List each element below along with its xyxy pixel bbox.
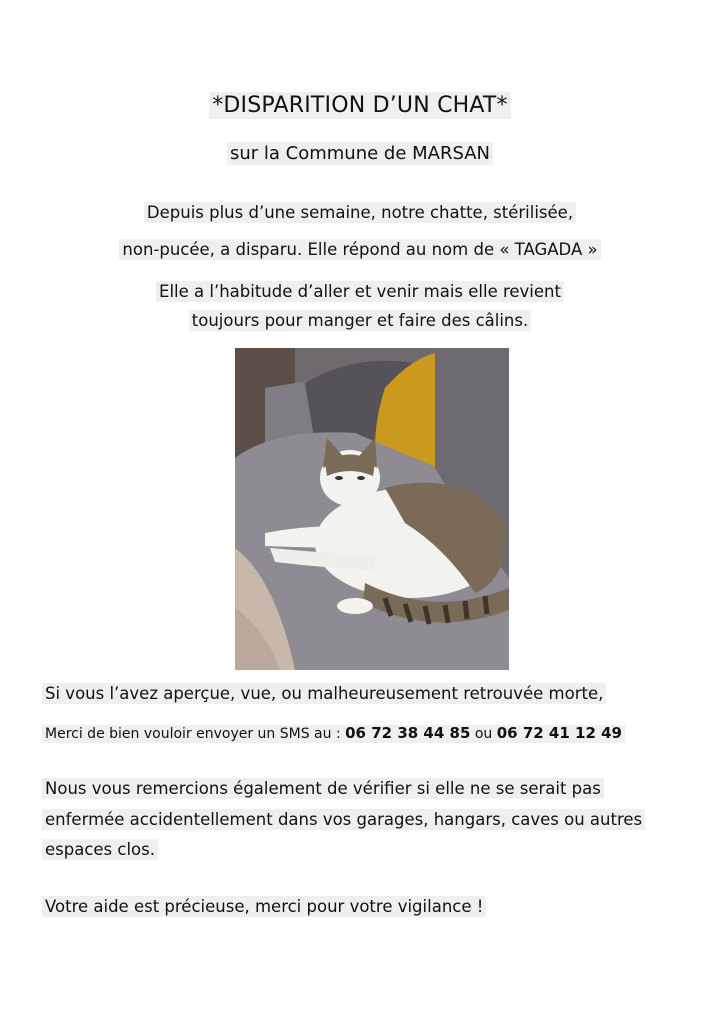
intro-line-2 [0, 240, 720, 259]
request-line-2-text: enfermée accidentellement dans vos garages, hangars, caves ou autres [42, 809, 645, 830]
request-line-1 [42, 779, 604, 798]
phone-number-1: 06 72 38 44 85 [345, 724, 471, 742]
contact-line-2-wrapper [42, 725, 625, 743]
phone-number-2: 06 72 41 12 49 [496, 724, 622, 742]
contact-line-1-text: Si vous l’avez aperçue, vue, ou malheureusement retrouvée morte, [42, 683, 606, 704]
intro-line-1-text: Depuis plus d’une semaine, notre chatte, stérilisée, [144, 202, 576, 223]
poster-title [0, 93, 720, 118]
intro-line-3-text: Elle a l’habitude d’aller et venir mais elle revient [156, 281, 564, 302]
cat-photo-icon [235, 348, 509, 670]
or-separator: ou [470, 726, 497, 742]
contact-line-1 [42, 684, 606, 703]
poster-title-text: *DISPARITION D’UN CHAT* [209, 92, 511, 119]
poster-subtitle [0, 143, 720, 164]
sms-prefix: Merci de bien vouloir envoyer un SMS au : [45, 726, 346, 742]
intro-line-4-text: toujours pour manger et faire des câlins. [189, 310, 531, 331]
closing-line [42, 897, 486, 916]
contact-line-2 [42, 724, 625, 742]
cat-photo [235, 348, 509, 670]
poster-subtitle-text: sur la Commune de MARSAN [227, 142, 493, 165]
request-line-3-text: espaces clos. [42, 839, 158, 860]
intro-line-3 [0, 282, 720, 301]
intro-line-1 [0, 203, 720, 222]
closing-line-text: Votre aide est précieuse, merci pour votre vigilance ! [42, 896, 486, 917]
request-line-1-text: Nous vous remercions également de vérifier si elle ne se serait pas [42, 778, 604, 799]
intro-line-4 [0, 311, 720, 330]
request-line-2 [42, 810, 645, 829]
intro-line-2-text: non-pucée, a disparu. Elle répond au nom de « TAGADA » [119, 239, 600, 260]
request-line-3 [42, 840, 158, 859]
